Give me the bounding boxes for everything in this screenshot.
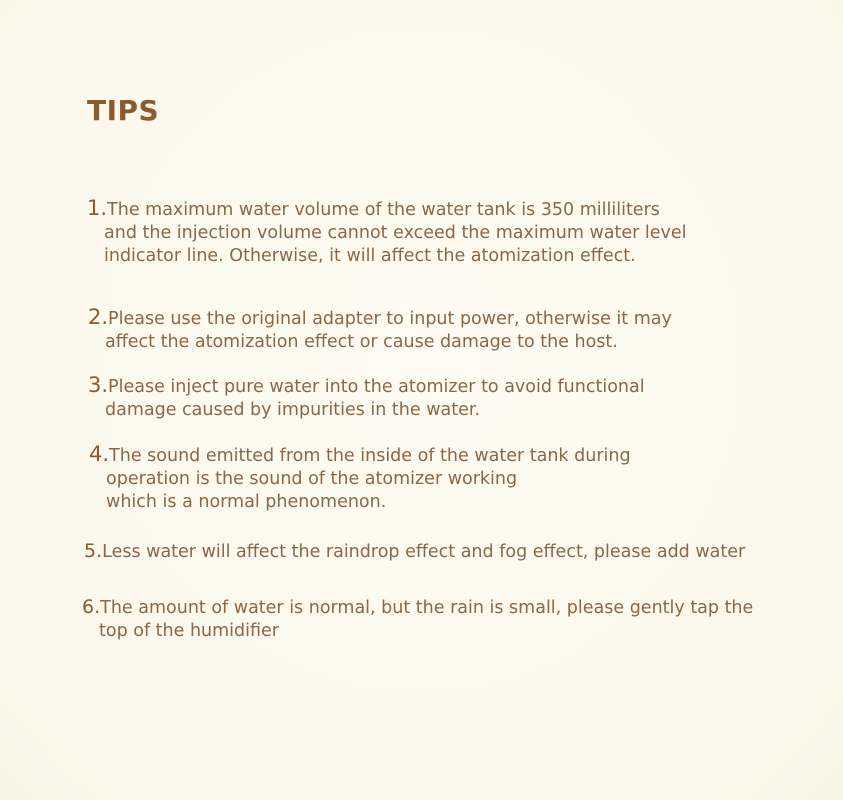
tip-number: 3. — [88, 373, 109, 397]
tip-item-4 — [89, 443, 631, 514]
tip-number: 1. — [87, 196, 108, 220]
tip-text: The sound emitted from the inside of the water tank during — [109, 446, 631, 466]
tip-text: The maximum water volume of the water tank is 350 milliliters — [107, 200, 660, 220]
tip-text: Please inject pure water into the atomizer to avoid functional — [108, 377, 645, 397]
tip-item-3 — [88, 374, 645, 422]
tip-text: damage caused by impurities in the water. — [105, 400, 481, 420]
tip-number: 5. — [84, 540, 103, 562]
tip-text: Less water will affect the raindrop effect and fog effect, please add water — [102, 542, 746, 562]
page-title: TIPS — [87, 94, 160, 127]
tip-text: Please use the original adapter to input power, otherwise it may — [108, 309, 672, 329]
tip-line — [87, 197, 687, 222]
tip-text: indicator line. Otherwise, it will affect the atomization effect. — [104, 246, 636, 266]
tip-text: which is a normal phenomenon. — [106, 492, 387, 512]
tip-number: 2. — [88, 305, 109, 329]
tip-text: operation is the sound of the atomizer working — [106, 469, 518, 489]
tip-line — [89, 443, 631, 468]
tip-line — [84, 540, 745, 564]
tip-line — [88, 374, 645, 399]
tip-text: and the injection volume cannot exceed the maximum water level — [104, 223, 687, 243]
tip-number: 4. — [89, 442, 110, 466]
tip-item-6 — [82, 596, 753, 643]
tip-item-5 — [84, 540, 745, 564]
tip-line — [88, 306, 672, 331]
tip-item-1 — [87, 197, 687, 268]
tip-number: 6. — [82, 596, 101, 618]
tip-text: affect the atomization effect or cause damage to the host. — [105, 332, 618, 352]
tip-text: The amount of water is normal, but the rain is small, please gently tap the — [100, 598, 754, 618]
tip-item-2 — [88, 306, 672, 354]
tip-line — [82, 596, 753, 620]
tip-text: top of the humidifier — [99, 621, 279, 641]
